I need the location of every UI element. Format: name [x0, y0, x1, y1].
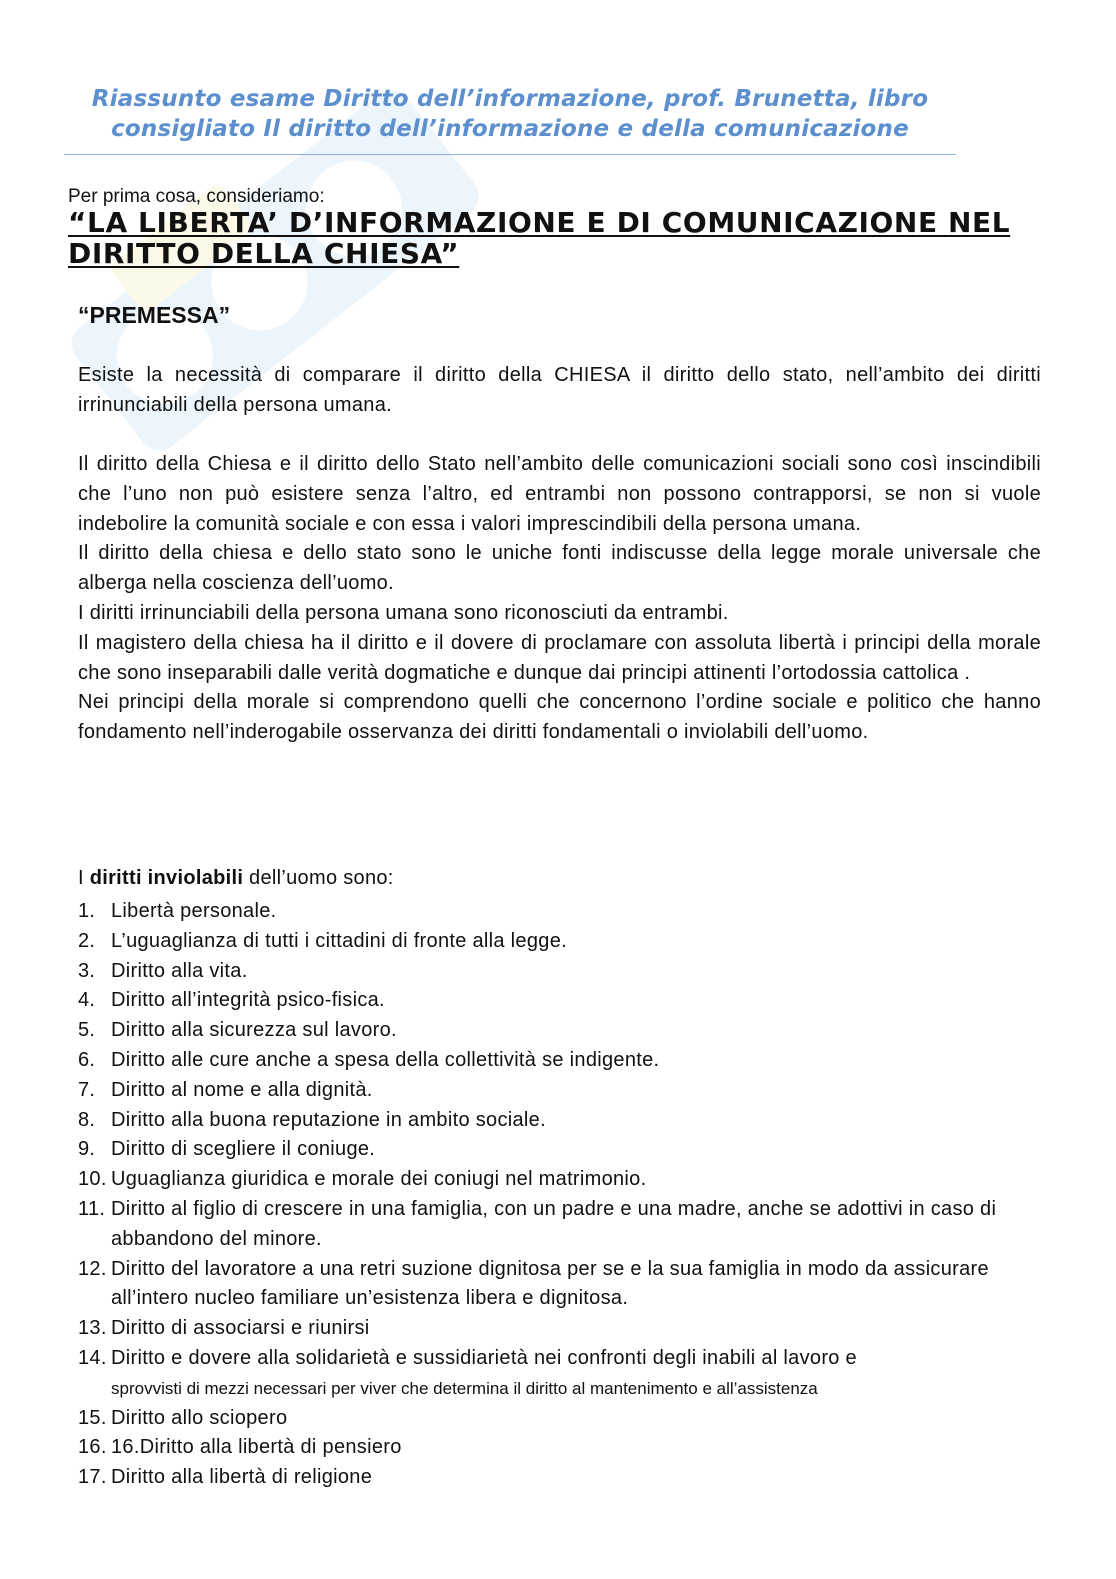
header-line-2: consigliato Il diritto dell’informazione e della comunicazione	[111, 116, 909, 142]
list-item	[78, 1314, 1041, 1344]
list-item-continuation: sprovvisti di mezzi necessari per viver che determina il diritto al mantenimento e all’assistenza	[111, 1378, 818, 1398]
list-item-text: L’uguaglianza di tutti i cittadini di fronte alla legge.	[111, 929, 567, 952]
intro-text: Per prima cosa, consideriamo:	[68, 186, 325, 207]
header-line-1: Riassunto esame Diritto dell’informazione, prof. Brunetta, libro	[91, 86, 929, 112]
list-item	[78, 1165, 1041, 1195]
list-item	[78, 1463, 1041, 1493]
paragraph-5: Il magistero della chiesa ha il diritto e il dovere di proclamare con assoluta libertà i principi della morale che sono inseparabili dalle verità dogmatiche e dunque dai principi attinenti l’ortodossia cattolica .	[78, 631, 1041, 684]
paragraph-3: Il diritto della chiesa e dello stato sono le uniche fonti indiscusse della legge morale universale che alberga nella coscienza dell’uomo.	[78, 542, 1041, 595]
list-item-number: 17.	[78, 1466, 107, 1489]
list-item-number: 4.	[78, 989, 96, 1012]
list-item	[78, 1195, 1041, 1255]
rights-list	[78, 897, 1041, 1493]
list-item-text: Diritto alla buona reputazione in ambito sociale.	[111, 1108, 546, 1131]
list-item	[78, 1255, 1041, 1315]
title-line-2: DIRITTO DELLA CHIESA”	[68, 237, 460, 270]
list-item-text: Diritto alle cure anche a spesa della collettività se indigente.	[111, 1048, 660, 1071]
list-item	[78, 1076, 1041, 1106]
list-item-text: Diritto di scegliere il coniuge.	[111, 1138, 376, 1161]
list-item	[78, 1135, 1041, 1165]
list-item	[78, 957, 1041, 987]
document-title	[68, 207, 1048, 269]
section-heading: “PREMESSA”	[78, 302, 231, 328]
list-item-number: 8.	[78, 1108, 96, 1131]
paragraph-2: Il diritto della Chiesa e il diritto dello Stato nell’ambito delle comunicazioni sociali sono così inscindibili che l’uno non può esistere senza l’altro, ed entrambi non possono contrapporsi, se non si vuole indebolire la comunità sociale e con essa i valori imprescindibili della persona umana.	[78, 453, 1041, 535]
list-item	[78, 1016, 1041, 1046]
list-item-number: 14.	[78, 1346, 107, 1369]
list-item-number: 9.	[78, 1138, 96, 1161]
list-item-number: 15.	[78, 1406, 107, 1429]
list-item-text: 16.Diritto alla libertà di pensiero	[111, 1436, 402, 1459]
list-item-number: 1.	[78, 900, 96, 922]
list-item	[78, 1106, 1041, 1136]
list-item-number: 3.	[78, 959, 96, 982]
list-item-text: Diritto allo sciopero	[111, 1406, 288, 1429]
list-item-text: Diritto del lavoratore a una retri suzione dignitosa per se e la sua famiglia in modo da assicurare all’intero nucleo familiare un’esistenza libera e dignitosa.	[111, 1257, 989, 1310]
list-item-text: Diritto al figlio di crescere in una famiglia, con un padre e una madre, anche se adottivi in caso di abbandono del minore.	[111, 1197, 997, 1250]
header-divider	[64, 154, 956, 155]
paragraph-4: I diritti irrinunciabili della persona umana sono riconosciuti da entrambi.	[78, 601, 729, 624]
list-item-number: 12.	[78, 1257, 107, 1280]
list-item-number: 16.	[78, 1436, 107, 1459]
list-item	[78, 986, 1041, 1016]
paragraph-6: Nei principi della morale si comprendono quelli che concernono l’ordine sociale e politico che hanno fondamento nell’inderogabile osservanza dei diritti fondamentali o inviolabili dell’uomo.	[78, 691, 1041, 744]
rights-intro-prefix: I	[78, 867, 90, 889]
document-header	[64, 84, 956, 144]
list-item-number: 10.	[78, 1168, 107, 1191]
list-item	[78, 1344, 1041, 1404]
list-item-number: 11.	[78, 1197, 106, 1220]
title-line-1: “LA LIBERTA’ D’INFORMAZIONE E DI COMUNICAZIONE NEL	[68, 206, 1011, 239]
list-item-number: 5.	[78, 1019, 96, 1042]
list-item	[78, 1404, 1041, 1434]
list-item-number: 13.	[78, 1317, 107, 1340]
list-item-number: 6.	[78, 1048, 96, 1071]
rights-intro-bold: diritti inviolabili	[89, 867, 244, 889]
list-item	[78, 927, 1041, 957]
list-item-text: Diritto e dovere alla solidarietà e sussidiarietà nei confronti degli inabili al lavoro e	[111, 1346, 857, 1369]
list-item-number: 2.	[78, 929, 96, 952]
list-item-text: Diritto al nome e alla dignità.	[111, 1078, 373, 1101]
list-item-text: Uguaglianza giuridica e morale dei coniugi nel matrimonio.	[111, 1168, 647, 1191]
list-item-text: Diritto alla sicurezza sul lavoro.	[111, 1019, 397, 1042]
rights-intro-suffix: dell’uomo sono:	[243, 867, 394, 889]
rights-intro	[78, 867, 394, 890]
list-item	[78, 1046, 1041, 1076]
paragraph-1: Esiste la necessità di comparare il diritto della CHIESA il diritto dello stato, nell’ambito dei diritti irrinunciabili della persona umana.	[78, 364, 1041, 416]
paragraph-block	[78, 450, 1041, 748]
list-item-text: Diritto di associarsi e riunirsi	[111, 1317, 370, 1340]
list-item-text: Diritto alla libertà di religione	[111, 1466, 373, 1489]
list-item-text: Diritto all’integrità psico-fisica.	[111, 989, 385, 1012]
list-item-text: Diritto alla vita.	[111, 959, 248, 982]
list-item-number: 7.	[78, 1078, 96, 1101]
list-item-text: Libertà personale.	[111, 900, 277, 922]
list-item	[78, 1433, 1041, 1463]
list-item	[78, 897, 1041, 927]
